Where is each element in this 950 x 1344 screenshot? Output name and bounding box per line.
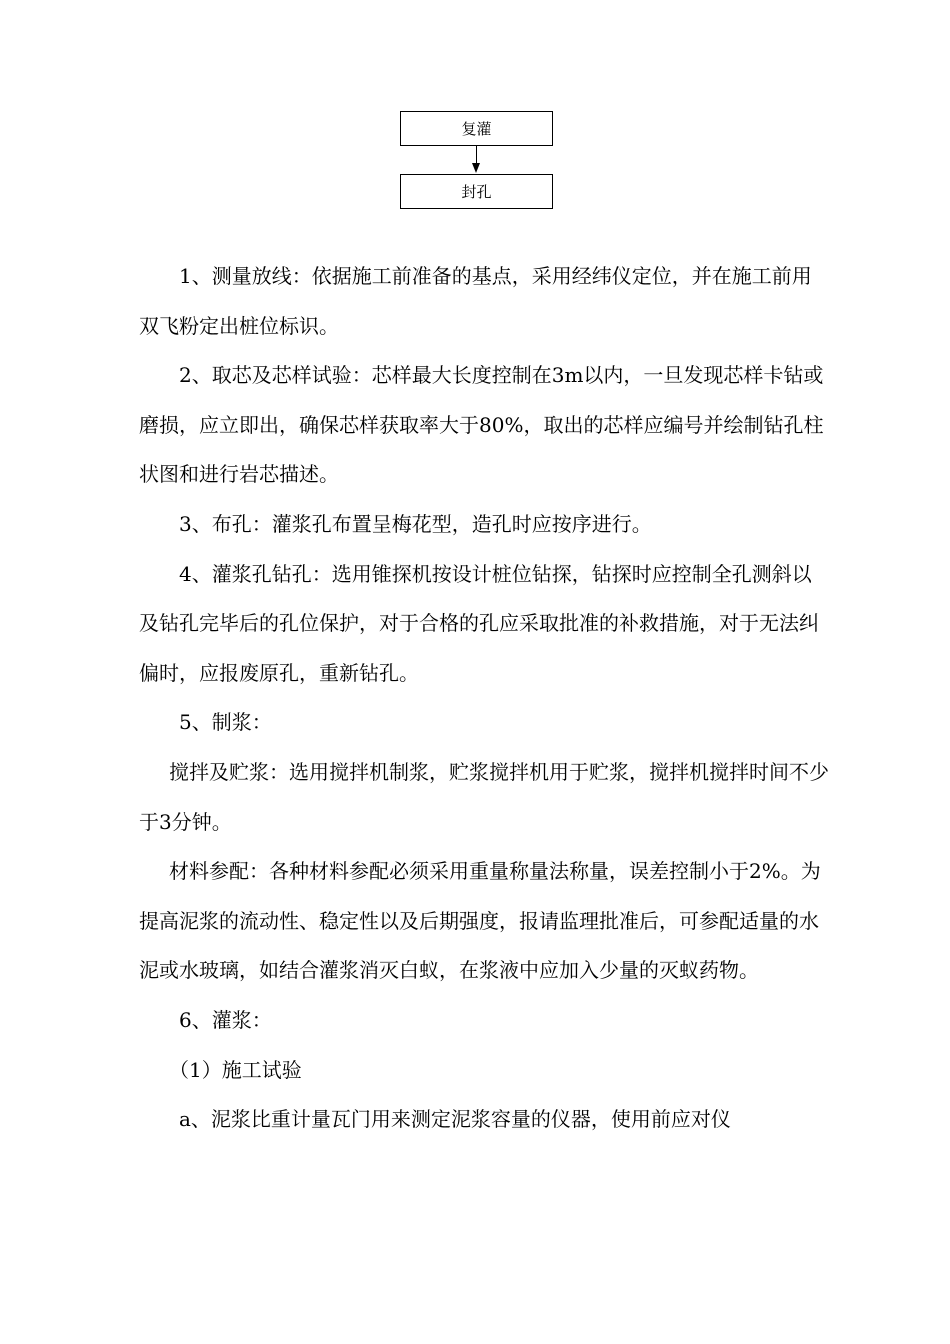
- paragraph-layout: 3、布孔：灌浆孔布置呈梅花型，造孔时应按序进行。: [179, 511, 652, 536]
- flowchart-arrow-down-icon: [472, 163, 480, 173]
- paragraph-slurry-heading: 5、制浆：: [179, 710, 272, 735]
- flowchart-arrow-line: [476, 146, 477, 164]
- paragraph-density-meter: a、泥浆比重计量瓦门用来测定泥浆容量的仪器，使用前应对仪: [179, 1107, 731, 1132]
- paragraph-survey: 1、测量放线：依据施工前准备的基点，采用经纬仪定位，并在施工前用双飞粉定出桩位标识。: [139, 264, 812, 338]
- paragraph-coring: 2、取芯及芯样试验：芯样最大长度控制在3m以内，一旦发现芯样卡钻或磨损，应立即出，确保芯样获取率大于80%，取出的芯样应编号并绘制钻孔柱状图和进行岩芯描述。: [139, 363, 824, 487]
- paragraph-construction-test: （1）施工试验: [169, 1057, 302, 1082]
- flowchart-box-label: 封孔: [461, 183, 492, 201]
- paragraph-materials: 材料参配：各种材料参配必须采用重量称量法称量，误差控制小于2%。为提高泥浆的流动性、稳定性以及后期强度，报请监理批准后，可参配适量的水泥或水玻璃，如结合灌浆消灭白蚁，在浆液中应加入少量的灭蚁药物。: [139, 859, 821, 983]
- paragraph-grouting-heading: 6、灌浆：: [179, 1007, 272, 1032]
- flowchart-box-label: 复灌: [461, 120, 492, 138]
- paragraph-mixing: 搅拌及贮浆：选用搅拌机制浆，贮浆搅拌机用于贮浆，搅拌机搅拌时间不少于3分钟。: [139, 759, 829, 834]
- paragraph-drilling: 4、灌浆孔钻孔：选用锥探机按设计桩位钻探，钻探时应控制全孔测斜以及钻孔完毕后的孔位保护，对于合格的孔应采取批准的补救措施，对于无法纠偏时，应报废原孔，重新钻孔。: [139, 561, 819, 685]
- document-body: [139, 252, 829, 1145]
- flowchart-box-refill: [400, 111, 553, 146]
- flowchart-box-seal-hole: [400, 174, 553, 209]
